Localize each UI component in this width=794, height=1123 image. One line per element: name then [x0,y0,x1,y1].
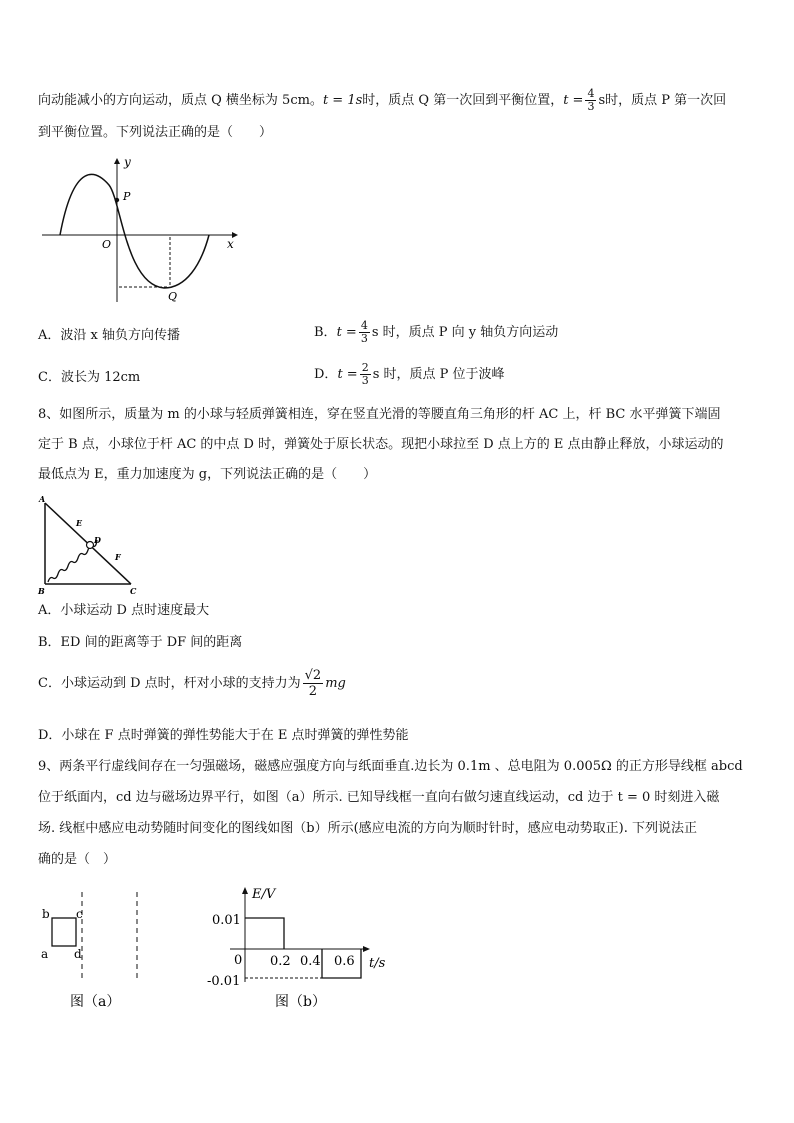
q7-line-2: 到平衡位置。下列说法正确的是（ ） [38,125,273,140]
wave-curve [60,174,209,288]
figure-b-chart [200,884,390,1024]
label-d: d [74,947,82,961]
triangle-spring-figure [36,494,156,604]
label-a: A [39,494,46,504]
t-axis-label: t/s [369,956,386,971]
wire-frame [52,918,76,946]
figure-a-caption: 图（a） [70,994,121,1010]
q9-line-1: 9、两条平行虚线间存在一匀强磁场，磁感应强度方向与纸面垂直.边长为 0.1m 、总电阻为 0.005Ω 的正方形导线框 abcd [38,759,743,774]
q7-option-d: D．t = $\frac{2}{3}$ s 时，质点 P 位于波峰 [314,361,505,387]
label-c: C [130,586,137,596]
q7-line-1: 向动能减小的方向运动，质点 Q 横坐标为 5cm。t = 1s时，质点 Q 第一次回到平衡位置，t = $\frac{4}{3}$ s时，质点 P 第一次回 [38,87,727,113]
tick-t2: 0.4 [300,954,321,969]
q8-option-d: D．小球在 F 点时弹簧的弹性势能大于在 E 点时弹簧的弹性势能 [38,728,409,743]
y-axis-arrow [114,158,120,164]
q8-option-a: A．小球运动 D 点时速度最大 [38,603,210,618]
t-axis-arrow [363,946,370,952]
q7-option-a: A．波沿 x 轴负方向传播 [38,328,180,343]
tick-t1: 0.2 [270,954,291,969]
fraction: $\frac{4}{3}$ [587,87,595,113]
q8-line-3: 最低点为 E，重力加速度为 g，下列说法正确的是（ ） [38,467,377,482]
q9-line-2: 位于纸面内，cd 边与磁场边界平行，如图（a）所示. 已知导线框一直向右做匀速直线运动，cd 边于 t = 0 时刻进入磁 [38,790,720,805]
emf-positive-segment [245,918,284,949]
q7-option-b: B．t = $\frac{4}{3}$ s 时，质点 P 向 y 轴负方向运动 [314,319,559,345]
fraction: $\frac{2}{3}$ [361,361,369,387]
q9-line-3: 场. 线框中感应电动势随时间变化的图线如图（b）所示(感应电流的方向为顺时针时，感应电动势取正). 下列说法正 [38,821,697,836]
label-c: c [76,907,83,921]
fraction: $\frac{4}{3}$ [360,319,368,345]
q7-option-c: C．波长为 12cm [38,370,141,385]
e-axis-arrow [242,887,248,894]
q9-line-4: 确的是（ ） [38,852,117,867]
ball [87,542,94,549]
fraction: $\frac{√2}{2}$ [304,668,322,699]
tick-t3: 0.6 [334,954,355,969]
wave-graph [36,150,276,310]
label-b: b [42,907,50,921]
q8-line-2: 定于 B 点，小球位于杆 AC 的中点 D 时，弹簧处于原长状态。现把小球拉至 D 点上方的 E 点由静止释放，小球运动的 [38,437,724,452]
p-label: P [123,190,131,203]
figure-a-frame [36,884,166,1024]
y-axis-label: y [124,155,131,169]
label-f: F [115,552,121,562]
label-a: a [41,947,49,961]
x-axis-label: x [227,237,234,251]
label-d: D [94,535,101,545]
q-label: Q [168,290,178,303]
point-p [115,198,119,202]
q8-line-1: 8、如图所示，质量为 m 的小球与轻质弹簧相连，穿在竖直光滑的等腰直角三角形的杆 AC 上，杆 BC 水平弹簧下端固 [38,407,721,422]
q8-option-c: C．小球运动到 D 点时，杆对小球的支持力为 $\frac{√2}{2}$ mg [38,668,346,699]
q8-option-b: B．ED 间的距离等于 DF 间的距离 [38,635,243,650]
e-axis-label: E/V [252,887,276,902]
tick-neg: -0.01 [207,974,241,989]
label-e: E [76,518,83,528]
label-b: B [38,586,45,596]
origin-label: O [102,238,112,251]
figure-b-caption: 图（b） [275,994,326,1010]
tick-origin: 0 [234,953,243,968]
tick-pos: 0.01 [212,913,241,928]
